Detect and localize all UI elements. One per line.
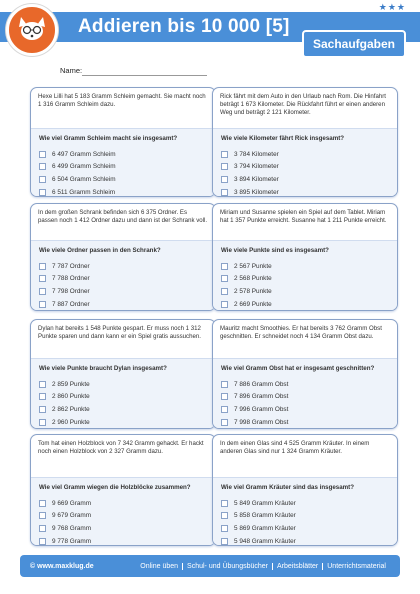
- answer-label: 3 894 Kilometer: [234, 175, 279, 183]
- task-story: Tom hat einen Holzblock von 7 342 Gramm gehackt. Er hackt noch einen Holzblock von 2 327 Gramm dazu.: [38, 440, 204, 456]
- answer-option[interactable]: [39, 260, 207, 273]
- answer-option[interactable]: [221, 148, 389, 161]
- answer-checkbox[interactable]: [39, 301, 46, 308]
- answer-option[interactable]: [39, 148, 207, 161]
- answer-label: 2 578 Punkte: [234, 287, 272, 295]
- task-story: Rick fährt mit dem Auto in den Urlaub nach Rom. Die Hinfahrt beträgt 1 673 Kilometer. Die Rückfahrt führt er einen anderen Weg und beträgt 2 121 Kilometer.: [220, 93, 386, 117]
- answer-checkbox[interactable]: [221, 538, 228, 545]
- name-field[interactable]: [82, 75, 207, 76]
- task-question: Wie viel Gramm Schleim macht sie insgesamt?: [39, 135, 178, 142]
- answer-option[interactable]: [39, 378, 207, 391]
- answer-option[interactable]: [221, 378, 389, 391]
- answer-option[interactable]: [221, 535, 389, 546]
- answer-option[interactable]: [221, 285, 389, 298]
- answer-checkbox[interactable]: [39, 381, 46, 388]
- answer-label: 2 860 Punkte: [52, 393, 90, 401]
- answer-option[interactable]: [221, 391, 389, 404]
- question-area: [213, 477, 397, 546]
- answer-label: 6 504 Gramm Schleim: [52, 175, 116, 183]
- task-story: Miriam und Susanne spielen ein Spiel auf dem Tablet. Miriam hat 1 357 Punkte erreicht. Susanne hat 1 211 Punkte erreicht.: [220, 209, 387, 225]
- task-story: Hexe Lilli hat 5 183 Gramm Schleim gemacht. Sie macht noch 1 316 Gramm Schleim dazu.: [38, 93, 206, 109]
- answer-checkbox[interactable]: [221, 163, 228, 170]
- footer-bar: [20, 555, 400, 577]
- answer-checkbox[interactable]: [39, 393, 46, 400]
- question-area: [31, 240, 215, 311]
- task-story: Dylan hat bereits 1 548 Punkte gespart. Er muss noch 1 312 Punkte sparen und dann kann er ein Spiel gratis aussuchen.: [38, 325, 201, 341]
- task-story: In dem großen Schrank befinden sich 6 375 Ordner. Es passen noch 1 412 Ordner dazu und dann ist der Schrank voll.: [38, 209, 208, 225]
- task-question: Wie viel Gramm Kräuter sind das insgesamt?: [221, 484, 355, 491]
- answer-label: 9 768 Gramm: [52, 524, 92, 532]
- task-question: Wie viel Gramm wiegen die Holzblöcke zusammen?: [39, 484, 191, 491]
- question-area: [213, 358, 397, 429]
- answer-option[interactable]: [221, 522, 389, 535]
- task-card: [212, 87, 398, 197]
- answer-checkbox[interactable]: [39, 512, 46, 519]
- answer-label: 7 788 Ordner: [52, 275, 90, 283]
- answer-checkbox[interactable]: [221, 189, 228, 196]
- answer-label: 9 679 Gramm: [52, 512, 92, 520]
- question-area: [31, 477, 215, 546]
- answer-label: 2 960 Punkte: [52, 418, 90, 426]
- answer-checkbox[interactable]: [39, 288, 46, 295]
- answer-option[interactable]: [221, 298, 389, 311]
- task-story: Mauritz macht Smoothies. Er hat bereits 3 762 Gramm Obst geschnitten. Er schneidet noch 4 134 Gramm Obst dazu.: [220, 325, 382, 341]
- answer-label: 5 858 Gramm Kräuter: [234, 512, 296, 520]
- category-badge: Sachaufgaben: [302, 30, 406, 58]
- answer-label: 2 669 Punkte: [234, 300, 272, 308]
- answer-label: 5 869 Gramm Kräuter: [234, 524, 296, 532]
- answer-label: 2 859 Punkte: [52, 380, 90, 388]
- answer-checkbox[interactable]: [39, 163, 46, 170]
- answer-option[interactable]: [221, 173, 389, 186]
- task-card: [30, 319, 216, 429]
- task-question: Wie viele Kilometer fährt Rick insgesamt?: [221, 135, 345, 142]
- answer-checkbox[interactable]: [39, 419, 46, 426]
- task-card: [212, 319, 398, 429]
- answer-option[interactable]: [39, 535, 207, 546]
- answer-label: 9 778 Gramm: [52, 537, 92, 545]
- answer-label: 7 887 Ordner: [52, 300, 90, 308]
- answer-option[interactable]: [221, 260, 389, 273]
- answer-checkbox[interactable]: [221, 512, 228, 519]
- answer-checkbox[interactable]: [39, 189, 46, 196]
- answer-checkbox[interactable]: [221, 500, 228, 507]
- footer-link-material[interactable]: Unterrichtsmaterial: [322, 563, 390, 570]
- answer-option[interactable]: [221, 416, 389, 429]
- answer-checkbox[interactable]: [39, 525, 46, 532]
- task-card: [212, 434, 398, 546]
- answer-label: 3 895 Kilometer: [234, 188, 279, 196]
- task-question: Wie viele Ordner passen in den Schrank?: [39, 247, 161, 254]
- answer-checkbox[interactable]: [221, 263, 228, 270]
- answer-label: 7 798 Ordner: [52, 287, 90, 295]
- fox-icon: [9, 7, 55, 53]
- answer-label: 7 996 Gramm Obst: [234, 405, 289, 413]
- answer-checkbox[interactable]: [39, 538, 46, 545]
- task-card: [212, 203, 398, 311]
- answer-option[interactable]: [39, 273, 207, 286]
- answer-option[interactable]: [39, 173, 207, 186]
- question-area: [31, 128, 215, 197]
- answer-label: 6 497 Gramm Schleim: [52, 150, 116, 158]
- answer-checkbox[interactable]: [39, 406, 46, 413]
- answer-option[interactable]: [39, 403, 207, 416]
- answer-option[interactable]: [221, 497, 389, 510]
- answer-label: 7 886 Gramm Obst: [234, 380, 289, 388]
- task-card: [30, 87, 216, 197]
- answer-label: 6 511 Gramm Schleim: [52, 188, 116, 196]
- footer-links: [136, 563, 390, 570]
- answer-option[interactable]: [39, 161, 207, 174]
- footer-brand[interactable]: © www.maxklug.de: [30, 562, 94, 570]
- answer-option[interactable]: [39, 285, 207, 298]
- answer-checkbox[interactable]: [221, 381, 228, 388]
- difficulty-stars: ★★★: [378, 2, 406, 12]
- answer-label: 2 862 Punkte: [52, 405, 90, 413]
- question-area: [213, 128, 397, 197]
- answer-option[interactable]: [221, 273, 389, 286]
- answer-option[interactable]: [221, 161, 389, 174]
- question-area: [213, 240, 397, 311]
- answer-label: 9 669 Gramm: [52, 499, 92, 507]
- page-title: Addieren bis 10 000 [5]: [78, 16, 290, 37]
- answer-option[interactable]: [221, 403, 389, 416]
- answer-label: 7 896 Gramm Obst: [234, 393, 289, 401]
- footer-link-books[interactable]: Schul- und Übungsbücher: [182, 563, 272, 570]
- answer-checkbox[interactable]: [39, 275, 46, 282]
- task-question: Wie viele Punkte sind es insgesamt?: [221, 247, 329, 254]
- worksheet-header: [0, 0, 420, 58]
- answer-checkbox[interactable]: [221, 525, 228, 532]
- task-question: Wie viel Gramm Obst hat er insgesamt geschnitten?: [221, 365, 375, 372]
- answer-label: 7 787 Ordner: [52, 262, 90, 270]
- answer-option[interactable]: [39, 510, 207, 523]
- answer-label: 2 568 Punkte: [234, 275, 272, 283]
- task-question: Wie viele Punkte braucht Dylan insgesamt?: [39, 365, 167, 372]
- answer-label: 5 948 Gramm Kräuter: [234, 537, 296, 545]
- answer-option[interactable]: [39, 416, 207, 429]
- answer-option[interactable]: [39, 391, 207, 404]
- answer-checkbox[interactable]: [39, 176, 46, 183]
- answer-checkbox[interactable]: [221, 393, 228, 400]
- name-label: Name:: [60, 66, 83, 75]
- answer-checkbox[interactable]: [221, 176, 228, 183]
- question-area: [31, 358, 215, 429]
- answer-option[interactable]: [39, 522, 207, 535]
- answer-checkbox[interactable]: [39, 151, 46, 158]
- answer-label: 3 784 Kilometer: [234, 150, 279, 158]
- answer-checkbox[interactable]: [39, 500, 46, 507]
- answer-label: 5 849 Gramm Kräuter: [234, 499, 296, 507]
- answer-label: 7 998 Gramm Obst: [234, 418, 289, 426]
- answer-checkbox[interactable]: [221, 275, 228, 282]
- answer-checkbox[interactable]: [221, 288, 228, 295]
- task-card: [30, 203, 216, 311]
- answer-checkbox[interactable]: [221, 419, 228, 426]
- footer-link-online[interactable]: Online üben: [140, 562, 179, 570]
- answer-checkbox[interactable]: [221, 151, 228, 158]
- footer-link-worksheets[interactable]: Arbeitsblätter: [272, 563, 322, 570]
- answer-option[interactable]: [39, 298, 207, 311]
- task-story: In dem einen Glas sind 4 525 Gramm Kräuter. In einem anderen Glas sind nur 1 324 Gramm Kräuter.: [220, 440, 370, 456]
- answer-option[interactable]: [39, 186, 207, 197]
- answer-checkbox[interactable]: [39, 263, 46, 270]
- answer-label: 2 567 Punkte: [234, 262, 272, 270]
- answer-label: 6 499 Gramm Schleim: [52, 163, 116, 171]
- answer-option[interactable]: [221, 510, 389, 523]
- task-card: [30, 434, 216, 546]
- answer-checkbox[interactable]: [221, 406, 228, 413]
- answer-option[interactable]: [221, 186, 389, 197]
- answer-label: 3 794 Kilometer: [234, 163, 279, 171]
- answer-checkbox[interactable]: [221, 301, 228, 308]
- answer-option[interactable]: [39, 497, 207, 510]
- maxklug-logo: [6, 4, 58, 56]
